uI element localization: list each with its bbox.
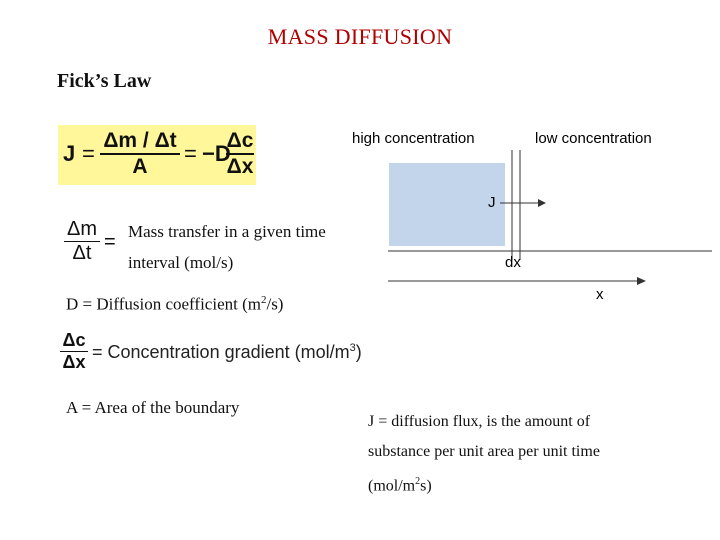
equals-sign: = [104, 231, 116, 253]
concentration-gradient-fraction [60, 330, 88, 373]
fraction-numerator: Δc [62, 330, 86, 350]
dx-label: dx [505, 254, 521, 271]
flux-line-2: substance per unit area per unit time [368, 443, 600, 460]
flux-arrow-head [538, 199, 546, 207]
flux-line-3 [368, 467, 600, 501]
fraction-denominator: Δx [226, 155, 254, 178]
page-title: MASS DIFFUSION [267, 24, 453, 49]
mass-transfer-line-1: Mass transfer in a given time [128, 222, 326, 241]
fraction-denominator: Δt [72, 242, 92, 264]
concentration-gradient-definition [92, 342, 362, 363]
fick-law-equation [58, 125, 256, 185]
mass-rate-fraction [64, 218, 100, 265]
mass-transfer-line-2: interval (mol/s) [128, 253, 234, 272]
flux-definition [368, 407, 600, 501]
x-axis-arrow-head [637, 277, 646, 285]
gradient-fraction [226, 129, 254, 179]
definition-text: /s) [266, 294, 284, 314]
diffusion-coefficient-definition [66, 294, 283, 315]
area-definition: A = Area of the boundary [66, 398, 240, 417]
definition-text: ) [355, 342, 362, 362]
definition-text: D = Diffusion coefficient (m [66, 294, 261, 314]
fraction-numerator: Δm / Δt [103, 129, 177, 152]
negative-diffusion-coefficient: −D [202, 141, 231, 166]
flux-symbol: J [63, 141, 76, 166]
fraction-denominator: Δx [62, 352, 86, 372]
fraction-numerator: Δm [66, 218, 98, 240]
superscript: 3 [349, 342, 356, 354]
equals-sign: = [184, 141, 197, 166]
high-concentration-label: high concentration [352, 130, 475, 147]
fraction-denominator: A [132, 155, 148, 178]
superscript: 2 [415, 476, 421, 487]
section-subtitle: Fick’s Law [57, 70, 152, 92]
equals-sign: = [82, 141, 95, 166]
superscript: 2 [260, 294, 267, 306]
fraction-numerator: Δc [226, 129, 254, 152]
x-axis-label: x [596, 286, 604, 303]
low-concentration-label: low concentration [535, 130, 652, 147]
diffusion-diagram [340, 118, 720, 308]
flux-label: J [488, 194, 496, 211]
diagram-canvas [340, 118, 720, 308]
flux-line-1: J = diffusion flux, is the amount of [368, 413, 591, 430]
flux-unit-text: (mol/m [368, 477, 416, 495]
definition-text: = Concentration gradient (mol/m [92, 342, 350, 362]
flux-unit-text: s) [420, 477, 432, 495]
rate-over-area-fraction [100, 129, 180, 179]
